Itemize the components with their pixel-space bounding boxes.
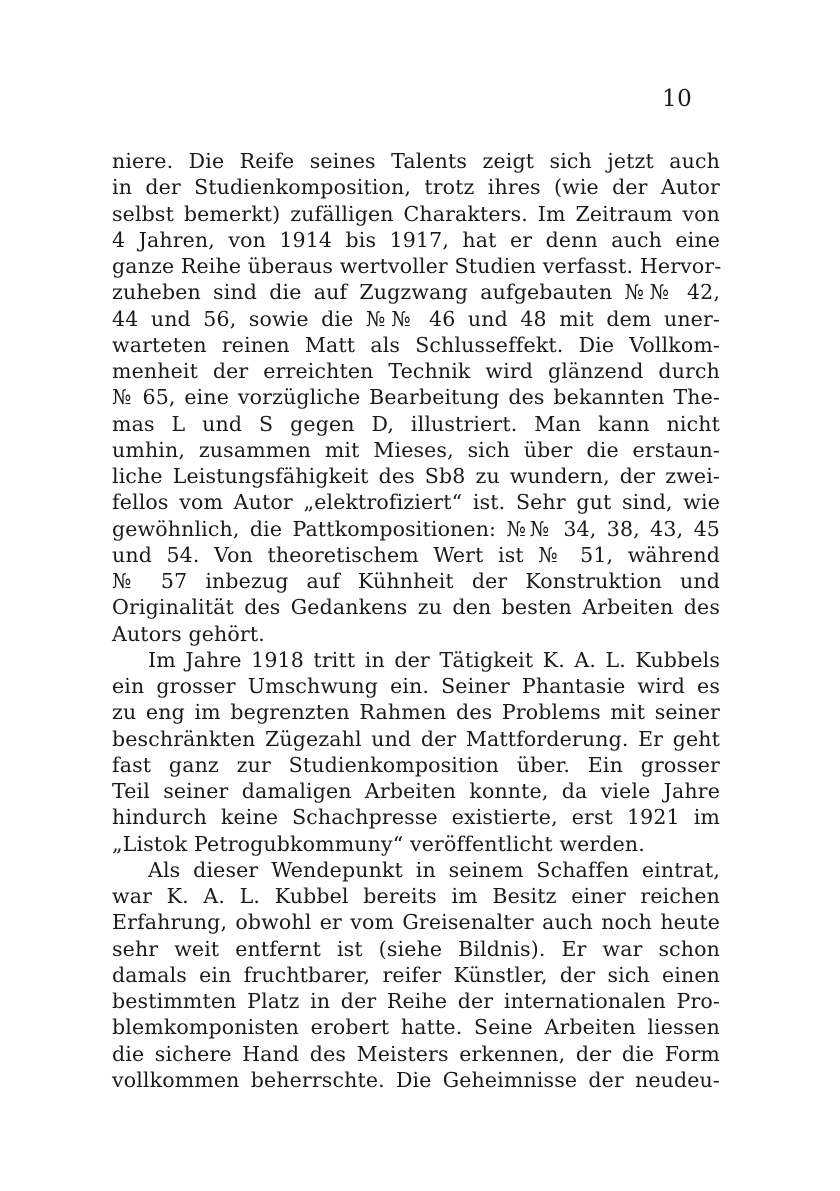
text-line: № 65, eine vorzügliche Bearbeitung des bekannten The- xyxy=(112,385,720,410)
text-line: in der Studienkomposition, trotz ihres (wie der Autor xyxy=(112,175,720,200)
text-line: und 54. Von theoretischem Wert ist № 51, während xyxy=(112,542,720,567)
text-line: beschränkten Zügezahl und der Mattforderung. Er geht xyxy=(112,726,720,751)
text-line: selbst bemerkt) zufälligen Charakters. Im Zeitraum von xyxy=(112,201,720,226)
text-line: ein grosser Umschwung ein. Seiner Phantasie wird es xyxy=(112,674,720,698)
text-line: ganze Reihe überaus wertvoller Studien verfasst. Hervor- xyxy=(112,254,722,278)
text-line: bestimmten Platz in der Reihe der internationalen Pro- xyxy=(112,989,720,1013)
text-line: blemkomponisten erobert hatte. Seine Arbeiten liessen xyxy=(112,1015,720,1040)
text-line: umhin, zusammen mit Mieses, sich über die erstaun- xyxy=(112,437,720,462)
text-line: mas L und S gegen D, illustriert. Man kann nicht xyxy=(112,411,720,436)
text-line: Im Jahre 1918 tritt in der Tätigkeit K. A. L. Kubbels xyxy=(148,647,720,672)
text-line: gewöhnlich, die Pattkompositionen: №№ 34, 38, 43, 45 xyxy=(112,516,720,541)
text-line: „Listok Petrogubkommuny“ veröffentlicht werden. xyxy=(112,831,645,856)
text-line: fellos vom Autor „elektrofiziert“ ist. Sehr gut sind, wie xyxy=(112,490,720,515)
text-line: zuheben sind die auf Zugzwang aufgebauten №№ 42, xyxy=(112,280,720,305)
text-line: Erfahrung, obwohl er vom Greisenalter auch noch heute xyxy=(112,910,720,935)
text-line: menheit der erreichten Technik wird glänzend durch xyxy=(112,359,720,383)
text-line: fast ganz zur Studienkomposition über. Ein grosser xyxy=(112,752,720,777)
text-line: hindurch keine Schachpresse existierte, erst 1921 im xyxy=(112,805,720,830)
text-line: № 57 inbezug auf Kühnheit der Konstruktion und xyxy=(112,569,720,593)
text-line: sehr weit entfernt ist (siehe Bildnis). Er war schon xyxy=(112,936,720,961)
text-line: Originalität des Gedankens zu den besten Arbeiten des xyxy=(112,595,720,620)
text-line: war K. A. L. Kubbel bereits im Besitz einer reichen xyxy=(112,884,720,908)
text-line: niere. Die Reife seines Talents zeigt sich jetzt auch xyxy=(112,149,720,173)
body-text xyxy=(112,148,720,1093)
text-line: vollkommen beherrschte. Die Geheimnisse der neudeu- xyxy=(112,1067,720,1092)
text-line: 44 und 56, sowie die №№ 46 und 48 mit dem uner- xyxy=(112,306,720,331)
page-number: 10 xyxy=(662,86,693,112)
text-line: liche Leistungsfähigkeit des Sb8 zu wundern, der zwei- xyxy=(112,464,720,488)
text-line: die sichere Hand des Meisters erkennen, der die Form xyxy=(112,1041,720,1066)
text-line: zu eng im begrenzten Rahmen des Problems mit seiner xyxy=(112,700,720,725)
text-line: warteten reinen Matt als Schlusseffekt. Die Vollkom- xyxy=(112,332,720,357)
text-line: Teil seiner damaligen Arbeiten konnte, da viele Jahre xyxy=(112,779,720,803)
text-line: Als dieser Wendepunkt in seinem Schaffen eintrat, xyxy=(148,857,720,882)
text-line: damals ein fruchtbarer, reifer Künstler, der sich einen xyxy=(112,962,720,987)
text-line: Autors gehört. xyxy=(112,621,265,646)
text-line: 4 Jahren, von 1914 bis 1917, hat er denn auch eine xyxy=(112,227,720,252)
